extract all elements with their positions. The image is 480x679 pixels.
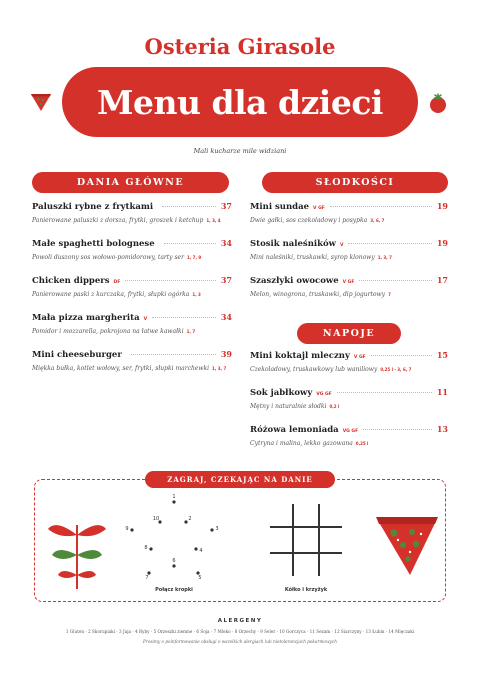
connect-the-dots-game[interactable] xyxy=(124,492,224,582)
allergen-codes: 1, 3, 7 xyxy=(377,255,392,260)
games-title: ZAGRAJ, CZEKAJĄC NA DANIE xyxy=(145,471,335,488)
basil-icon xyxy=(46,505,108,590)
dot-leader xyxy=(164,243,216,244)
dot[interactable] xyxy=(172,564,175,567)
menu-item xyxy=(32,201,232,225)
menu-item-name: Mini koktajl mleczny xyxy=(250,351,350,361)
allergen-codes: 0,2 l xyxy=(329,404,340,409)
menu-item-name: Sok jabłkowy xyxy=(250,388,313,398)
menu-item-price: 37 xyxy=(220,201,232,211)
menu-item xyxy=(32,312,232,336)
diet-tags: V xyxy=(340,243,344,248)
desserts-list xyxy=(250,201,448,312)
allergens-note: Prosimy o poinformowanie obsługi o wszelkich alergiach lub nietolerancjach pokarmowych xyxy=(143,639,337,644)
pizza-slice-icon xyxy=(374,515,440,577)
menu-item-price: 11 xyxy=(436,387,448,397)
menu-item xyxy=(250,387,448,411)
diet-tags: V xyxy=(143,317,148,322)
dot-leader xyxy=(330,206,432,207)
menu-item-name: Małe spaghetti bolognese xyxy=(32,239,155,249)
allergen-codes: 7 xyxy=(388,292,391,297)
menu-item-name: Stosik naleśników xyxy=(250,239,336,249)
menu-item-price: 19 xyxy=(436,238,448,248)
menu-item-desc-text: Cytryna i malina, lekko gazowana xyxy=(250,440,353,447)
menu-item-name: Paluszki rybne z frytkami xyxy=(32,202,154,212)
menu-item-name: Chicken dippers xyxy=(32,276,110,286)
diet-tags: V GF xyxy=(353,355,366,360)
menu-item-desc-text: Mini naleśniki, truskawki, syrop klonowy xyxy=(250,254,375,261)
menu-item-price: 19 xyxy=(436,201,448,211)
dot-leader xyxy=(125,280,216,281)
menu-item-desc-text: Pomidor i mozzarella, pokrojona na łatwe kawałki xyxy=(32,328,184,335)
dot-number: 10 xyxy=(152,516,160,522)
menu-item xyxy=(32,275,232,299)
menu-item-description xyxy=(250,365,448,374)
menu-item xyxy=(250,275,448,299)
dot[interactable] xyxy=(210,528,213,531)
dot-leader xyxy=(152,317,216,318)
connect-dots-caption: Połącz kropki xyxy=(155,587,193,593)
menu-item-desc-text: Miękka bułka, kotlet wołowy, ser, frytki, słupki marchewki xyxy=(32,365,210,372)
menu-item-desc-text: Panierowane paluszki z dorsza, frytki, groszek i ketchup xyxy=(32,217,204,224)
dot-number: 2 xyxy=(188,516,192,522)
menu-item-description xyxy=(250,253,448,262)
dot-leader xyxy=(371,355,432,356)
allergen-codes: 1, 7, 9 xyxy=(186,255,202,260)
menu-item xyxy=(250,350,448,374)
menu-item-name: Szaszłyki owocowe xyxy=(250,276,339,286)
menu-item-description xyxy=(250,290,448,299)
allergens-title: ALERGENY xyxy=(217,618,263,624)
menu-item-price: 15 xyxy=(436,350,448,360)
diet-tags: DF xyxy=(113,280,121,285)
allergen-codes: 1, 3 xyxy=(192,292,201,297)
dot-leader xyxy=(162,206,216,207)
tic-tac-toe-grid[interactable] xyxy=(266,500,346,580)
menu-item-description xyxy=(250,216,448,225)
allergen-codes: 3, 6, 7 xyxy=(370,218,385,223)
mains-list xyxy=(32,201,232,386)
dot[interactable] xyxy=(149,547,152,550)
menu-item-desc-text: Melon, winogrona, truskawki, dip jogurtowy xyxy=(250,291,386,298)
menu-item-name: Różowa lemoniada xyxy=(250,425,339,435)
allergen-codes: 0,25 l xyxy=(355,441,369,446)
menu-item xyxy=(250,201,448,225)
menu-title-banner xyxy=(62,67,418,137)
dot-number: 6 xyxy=(172,558,176,564)
diet-tags: V GF xyxy=(342,280,355,285)
allergen-codes: 1, 3, 7 xyxy=(212,366,227,371)
allergen-codes: 1, 7 xyxy=(186,329,196,334)
dot-number: 7 xyxy=(145,575,149,581)
menu-item-desc-text: Mętny i naturalnie słodki xyxy=(250,403,327,410)
dot-leader xyxy=(359,280,431,281)
menu-item-name: Mini cheeseburger xyxy=(32,350,122,360)
dot[interactable] xyxy=(172,500,175,503)
menu-item-description xyxy=(32,253,232,262)
menu-item-desc-text: Dwie gałki, sos czekoladowy i posypka xyxy=(250,217,368,224)
dot-leader xyxy=(337,392,432,393)
menu-item-price: 17 xyxy=(436,275,448,285)
diet-tags: VG GF xyxy=(342,429,359,434)
menu-title: Menu dla dzieci xyxy=(97,82,383,122)
menu-item-price: 13 xyxy=(436,424,448,434)
dot-number: 4 xyxy=(199,548,203,554)
tic-tac-toe-caption: Kółko i krzyżyk xyxy=(284,587,328,593)
dot-number: 1 xyxy=(172,494,176,500)
allergen-codes: 1, 3, 4 xyxy=(206,218,221,223)
allergens-list: 1 Gluten · 2 Skorupiaki · 3 Jaja · 4 Ryby · 5 Orzeszki ziemne · 6 Soja · 7 Mleko · 8 Orzechy · 9 Seler · 10 Gorczyca · 11 Sezam · 12 Siarczyny · 13 Łubin · 14 Mięczaki xyxy=(65,629,415,634)
menu-item-description xyxy=(32,290,232,299)
menu-item xyxy=(32,238,232,262)
menu-item-price: 34 xyxy=(220,238,232,248)
menu-item-name: Mini sundae xyxy=(250,202,310,212)
dot[interactable] xyxy=(130,528,133,531)
menu-item-description xyxy=(250,439,448,448)
menu-item-description xyxy=(32,364,232,373)
dot-number: 9 xyxy=(125,526,129,532)
menu-item-desc-text: Czekoladowy, truskawkowy lub waniliowy xyxy=(250,366,378,373)
menu-item-price: 39 xyxy=(220,349,232,359)
section-header-mains: DANIA GŁÓWNE xyxy=(32,172,229,193)
dot-number: 8 xyxy=(144,545,148,551)
restaurant-name: Osteria Girasole xyxy=(144,34,336,59)
pizza-slice-icon xyxy=(30,92,52,112)
menu-item-price: 37 xyxy=(220,275,232,285)
menu-item xyxy=(250,238,448,262)
dot-number: 3 xyxy=(215,526,219,532)
menu-item-description xyxy=(250,402,448,411)
menu-item-desc-text: Panierowane paski z kurczaka, frytki, słupki ogórka xyxy=(32,291,190,298)
menu-item-desc-text: Powoli duszony sos wołowo-pomidorowy, tarty ser xyxy=(32,254,184,261)
menu-item-name: Mała pizza margherita xyxy=(32,313,140,323)
menu-item-description xyxy=(32,327,232,336)
menu-subtitle: Mali kucharze mile widziani xyxy=(193,147,287,155)
section-header-drinks: NAPOJE xyxy=(297,323,401,344)
section-header-desserts: SŁODKOŚCI xyxy=(262,172,448,193)
dot-leader xyxy=(363,429,432,430)
dot[interactable] xyxy=(194,547,197,550)
menu-item-description xyxy=(32,216,232,225)
menu-item xyxy=(32,349,232,373)
allergen-codes: 0,25 l · 3, 6, 7 xyxy=(380,367,412,372)
tomato-icon xyxy=(427,92,449,114)
menu-item-price: 34 xyxy=(220,312,232,322)
dot[interactable] xyxy=(184,520,187,523)
dot-leader xyxy=(131,354,216,355)
menu-item xyxy=(250,424,448,448)
dot-leader xyxy=(348,243,431,244)
diet-tags: V GF xyxy=(313,206,325,211)
drinks-list xyxy=(250,350,448,461)
dot-number: 5 xyxy=(198,575,202,581)
diet-tags: VG GF xyxy=(316,392,332,397)
